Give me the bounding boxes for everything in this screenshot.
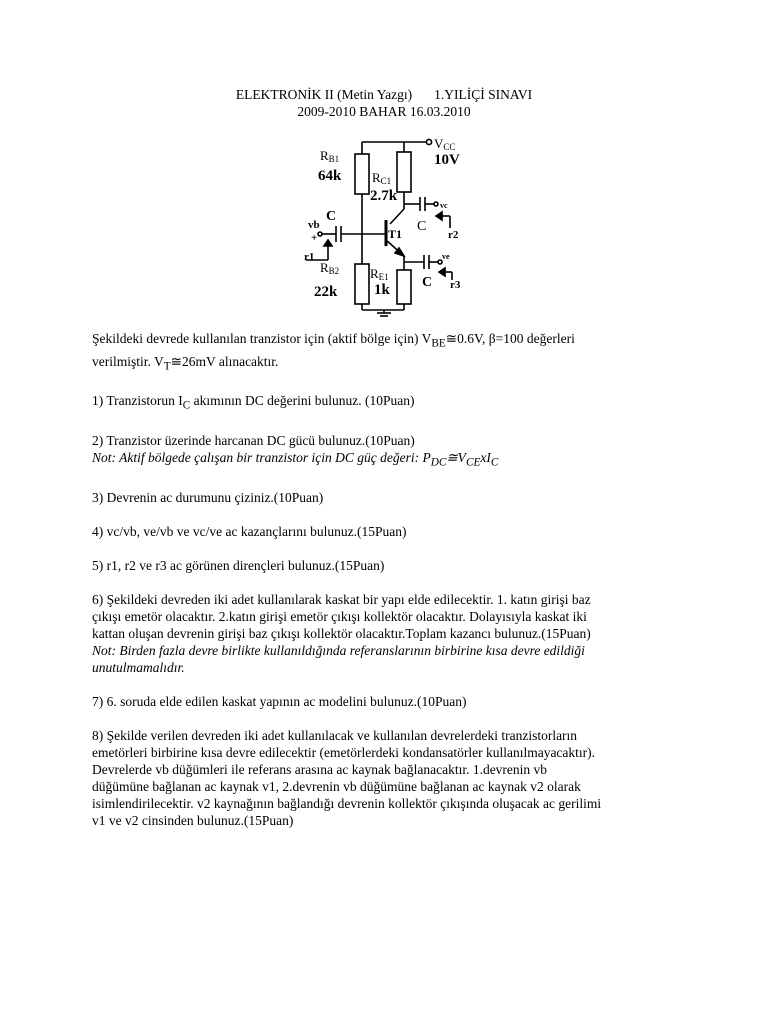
vbe-subscript: BE — [431, 337, 446, 350]
q6-line-2: çıkışı emetör olacaktır. 2.katın girişi emetör çıkışı kollektör olacaktır. Dolayısıyla kaskat iki — [92, 608, 587, 624]
r1-arrow — [324, 240, 332, 246]
exam-body — [92, 330, 702, 846]
intro-paragraph — [92, 330, 702, 375]
rb2-resistor — [355, 264, 369, 304]
intro-text-d: ≅26mV alınacaktır. — [170, 353, 279, 369]
vcc-terminal — [426, 139, 431, 144]
re1-subscript: E1 — [378, 272, 389, 282]
rb1-label: R — [320, 148, 329, 163]
q1-text-a: 1) Tranzistorun I — [92, 393, 183, 409]
ic-note-subscript: C — [490, 456, 499, 469]
q1-text-b: akımının DC değerini bulunuz. (10Puan) — [190, 393, 415, 409]
amplifier-circuit-diagram — [300, 134, 490, 318]
rc1-label: R — [372, 170, 381, 185]
intro-text-b: ≅0.6V, β=100 değerleri — [445, 331, 575, 346]
q6-note-2: unutulmamalıdır. — [92, 659, 185, 675]
question-5: 5) r1, r2 ve r3 ac görünen dirençleri bulunuz.(15Puan) — [92, 557, 385, 573]
exam-title: 1.YILİÇİ SINAVI — [434, 87, 533, 102]
vt-subscript: T — [163, 360, 171, 373]
re1-label: R — [370, 266, 379, 281]
svg-text:RB2 — [320, 260, 339, 276]
r1-label: r1 — [304, 251, 315, 263]
ve-label: ve — [442, 252, 450, 261]
transistor-label: T1 — [388, 227, 403, 241]
question-1 — [92, 392, 702, 415]
r2-label: r2 — [448, 229, 459, 241]
q2-text: 2) Tranzistor üzerinde harcanan DC gücü bulunuz.(10Puan) — [92, 433, 415, 449]
q6-note-1: Not: Birden fazla devre birlikte kullanıldığında referanslarının birbirine kısa devre edildiği — [92, 642, 585, 658]
r3-label: r3 — [450, 279, 461, 291]
rb1-resistor — [355, 154, 369, 194]
rb2-label: R — [320, 260, 329, 275]
q2-note-c: xI — [480, 450, 491, 466]
rb2-subscript: B2 — [328, 266, 340, 276]
r3-arrow — [439, 268, 445, 276]
vc-label: vc — [440, 201, 448, 210]
rb1-value: 64k — [318, 168, 342, 184]
vcc-label: V — [434, 136, 444, 151]
svg-text:RE1 — [370, 266, 389, 282]
q6-line-1: 6) Şekildeki devreden iki adet kullanılarak kaskat bir yapı elde edilecektir. 1. katın girişi baz — [92, 591, 591, 607]
header-line-1 — [0, 86, 768, 103]
header-term: 2009-2010 BAHAR 16.03.2010 — [297, 104, 471, 119]
q6-line-3: kattan oluşan devrenin girişi baz çıkışı kollektör olacaktır.Toplam kazancı bulunuz.(15Puan) — [92, 625, 591, 641]
input-cap-label: C — [326, 209, 337, 224]
q8-line-3: Devrelerde vb düğümleri ile referans arasına ac kaynak bağlanacaktır. 1.devrenin vb — [92, 761, 548, 777]
question-8 — [92, 727, 702, 829]
question-3: 3) Devrenin ac durumunu çiziniz.(10Puan) — [92, 489, 324, 505]
q8-line-6: v1 ve v2 cinsinden bulunuz.(15Puan) — [92, 812, 294, 828]
vcc-subscript: CC — [443, 142, 456, 152]
rb1-subscript: B1 — [328, 154, 340, 164]
question-4: 4) vc/vb, ve/vb ve vc/ve ac kazançlarını bulunuz.(15Puan) — [92, 523, 407, 539]
rc1-resistor — [397, 152, 411, 192]
collector-cap-label: C — [417, 219, 427, 234]
intro-text-a: Şekildeki devrede kullanılan tranzistor için (aktif bölge için) V — [92, 331, 432, 346]
svg-text:RB1 — [320, 148, 339, 164]
q2-note — [92, 450, 499, 469]
r2-arrow — [436, 212, 442, 220]
svg-text:RC1 — [372, 170, 391, 186]
svg-text:VCC — [434, 136, 455, 152]
plus-label: + — [311, 232, 318, 244]
intro-text-c: verilmiştir. V — [92, 353, 164, 369]
course-title: ELEKTRONİK II (Metin Yazgı) — [235, 87, 413, 102]
question-2 — [92, 432, 702, 472]
rb2-value: 22k — [314, 284, 338, 300]
re1-resistor — [397, 270, 411, 304]
vb-label: vb — [308, 219, 320, 231]
q8-line-1: 8) Şekilde verilen devreden iki adet kullanılacak ve kullanılan devrelerdeki tranzistorların — [92, 727, 578, 743]
re1-value: 1k — [374, 282, 390, 298]
question-7: 7) 6. soruda elde edilen kaskat yapının ac modelini bulunuz.(10Puan) — [92, 693, 467, 709]
vcc-value: 10V — [434, 152, 460, 168]
q2-note-a: Not: Aktif bölgede çalışan bir tranzistor için DC güç değeri: P — [92, 450, 431, 466]
rc1-subscript: C1 — [380, 176, 392, 186]
emitter-cap-label: C — [422, 275, 433, 290]
ic-subscript: C — [182, 400, 191, 413]
rc1-value: 2.7k — [370, 188, 398, 204]
exam-header — [0, 86, 768, 120]
q8-line-5: isimlendirilecektir. v2 kaynağının bağlandığı devrenin kollektör çıkışında oluşacak ac gerilimi — [92, 795, 602, 811]
question-6 — [92, 591, 702, 676]
q8-line-4: düğümüne bağlanan ac kaynak v1, 2.devrenin vb düğümüne bağlanan ac kaynak v2 olarak — [92, 778, 581, 794]
vce-subscript: CE — [465, 456, 481, 469]
q8-line-2: emetörleri birbirine kısa devre edilecektir (emetörlerdeki kondansatörler kullanılmayacaktır). — [92, 744, 596, 760]
q2-note-b: ≅V — [446, 450, 466, 466]
pdc-subscript: DC — [430, 456, 447, 469]
